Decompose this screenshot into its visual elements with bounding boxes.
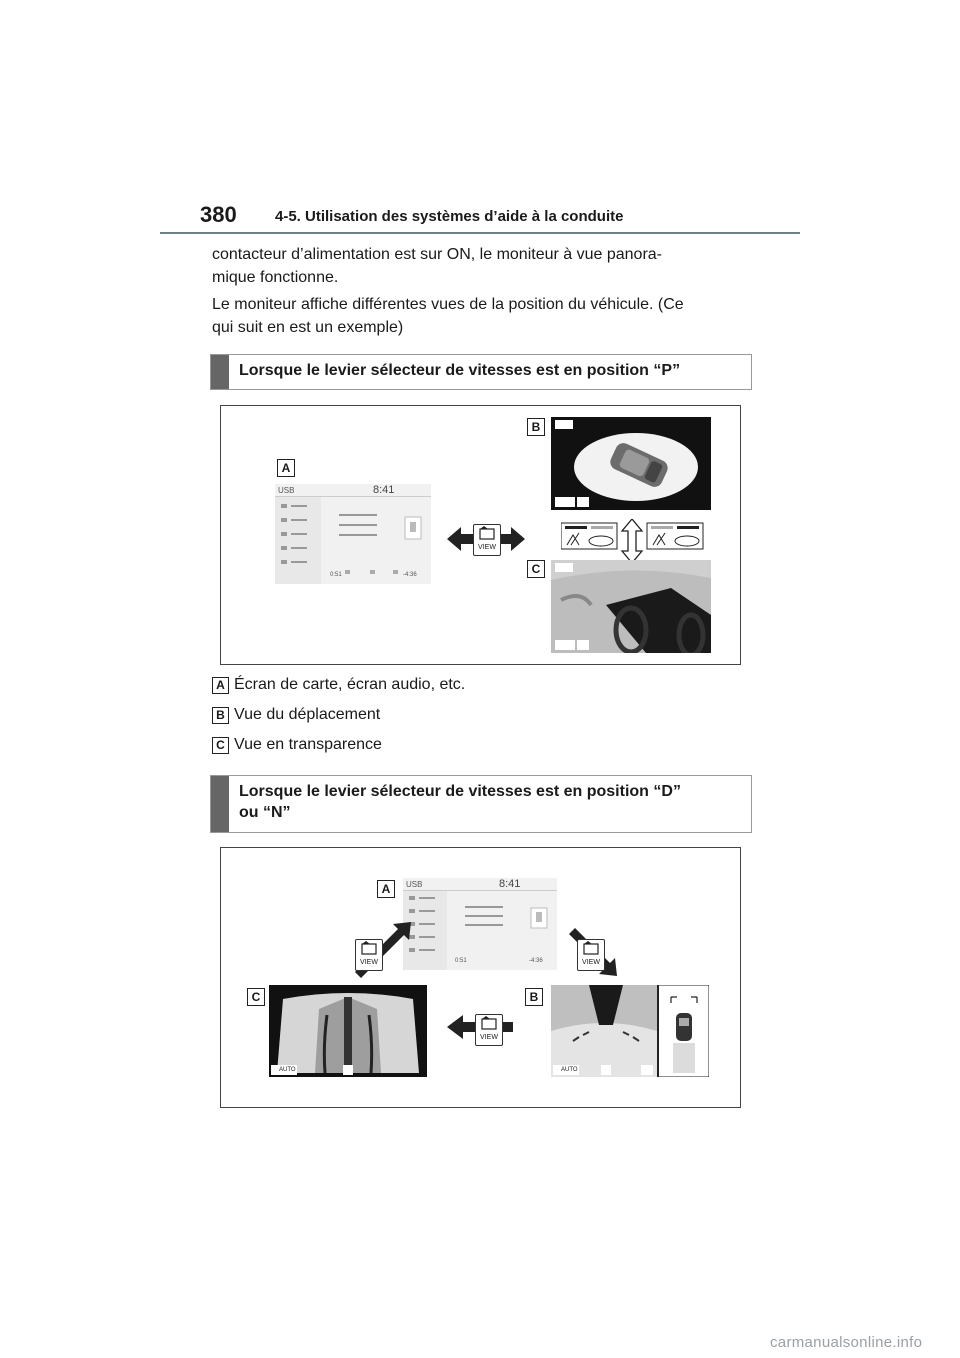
legend-letter: A [212,677,229,694]
auto-label: AUTO [279,1067,296,1073]
screen-source: USB [406,880,423,889]
view-label: VIEW [480,1034,498,1041]
section-title: 4-5. Utilisation des systèmes d’aide à la conduite [275,208,624,225]
page-number: 380 [200,202,237,227]
screen-clock: 8:41 [373,484,395,496]
description-line: qui suit en est un exemple) [212,319,404,336]
screen-remaining: -4:36 [403,572,417,578]
screen-track-time: 0:51 [330,572,342,578]
label-c: C [527,560,545,578]
header-rule [160,232,800,234]
watermark: carmanualsonline.info [770,1334,923,1351]
legend-text: Écran de carte, écran audio, etc. [234,676,466,693]
caption-tab [211,355,229,389]
caption-dn-line: ou “N” [239,804,291,821]
screen-source: USB [278,486,295,495]
moving-view-screen [551,985,709,1077]
legend-letter: C [212,737,229,754]
description-paragraph [212,293,772,339]
view-label: VIEW [582,959,600,966]
audio-screen-graphic [403,878,557,970]
audio-screen-graphic [275,484,431,584]
view-button[interactable] [577,939,605,971]
screen-clock: 8:41 [499,878,521,890]
camera-view-icon [356,940,382,958]
figure-dn-position [220,847,741,1108]
caption-dn-line: Lorsque le levier sélecteur de vitesses est en position “D” [239,783,681,800]
label-b: B [525,988,543,1006]
audio-screen [403,878,557,970]
legend-text: Vue en transparence [234,736,382,753]
caption-p-text: Lorsque le levier sélecteur de vitesses est en position “P” [239,362,681,379]
label-a: A [277,459,295,477]
screen-track-time: 0:51 [455,958,467,964]
intro-line: mique fonctionne. [212,269,339,286]
camera-view-icon [476,1015,502,1033]
figure-p-position [220,405,741,665]
label-b: B [527,418,545,436]
view-button[interactable] [355,939,383,971]
legend-text: Vue du déplacement [234,706,381,723]
camera-view-icon [474,525,500,543]
caption-tab [211,776,229,832]
see-through-screen [269,985,427,1077]
caption-dn-position [210,775,752,833]
moving-view-screen [551,417,711,510]
audio-screen [275,484,431,584]
screen-remaining: -4:36 [529,958,543,964]
description-line: Le moniteur affiche différentes vues de la position du véhicule. (Ce [212,296,684,313]
view-label: VIEW [478,544,496,551]
caption-dn-text [239,781,743,823]
intro-paragraph [212,243,772,289]
view-label: VIEW [360,959,378,966]
see-through-screen [551,560,711,653]
camera-view-icon [578,940,604,958]
label-c: C [247,988,265,1006]
view-selector [561,519,704,563]
caption-p-position [210,354,752,390]
auto-label: AUTO [561,1067,578,1073]
view-button[interactable] [473,524,501,556]
label-a: A [377,880,395,898]
legend-letter: B [212,707,229,724]
view-button[interactable] [475,1014,503,1046]
intro-line: contacteur d’alimentation est sur ON, le moniteur à vue panora- [212,246,663,263]
